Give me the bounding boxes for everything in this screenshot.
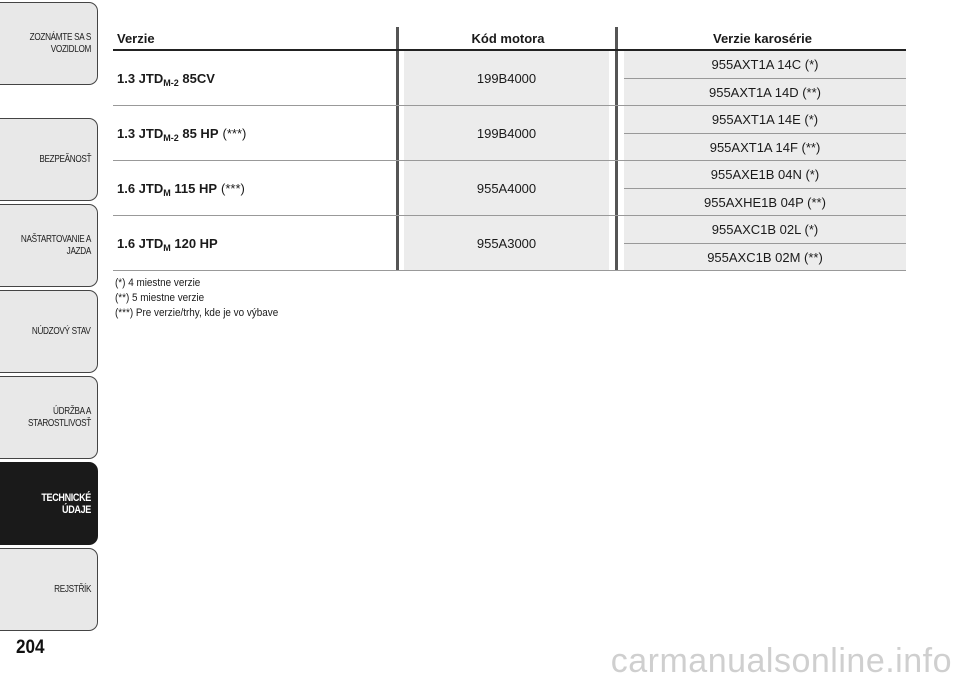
- tab-label: TECHNICKÉ ÚDAJE: [41, 491, 91, 516]
- body-version-cell: [621, 161, 906, 215]
- tab-label: REJSTŘÍK: [53, 583, 91, 595]
- footnote: (**) 5 miestne verzie: [115, 292, 205, 304]
- watermark: carmanualsonline.info: [610, 642, 952, 680]
- header-version: Verzie: [117, 31, 155, 46]
- tab-label: NAŠTARTOVANIE A JAZDA: [20, 233, 92, 257]
- header-engine-code: Kód motora: [471, 31, 545, 46]
- tab-nudzovy-stav[interactable]: [0, 290, 98, 373]
- version-cell: 1.3 $JTD_{M-2}$ 85CV: [117, 70, 215, 88]
- tab-udrzba[interactable]: [0, 376, 98, 459]
- version-cell: 1.6 $JTD_M$ 115 HP (***): [117, 180, 245, 198]
- body-version: 955AXT1A 14E (*): [624, 106, 906, 134]
- body-version: 955AXT1A 14C (*): [624, 51, 906, 79]
- version-cell: 1.6 $JTD_M$ 120 HP: [117, 235, 218, 253]
- tab-label: ZOZNÁMTE SA S VOZIDLOM: [29, 31, 91, 55]
- header-body-version: Verzie karosérie: [712, 31, 813, 46]
- table-row: [113, 216, 906, 271]
- engine-code-cell: 955A3000: [404, 216, 609, 270]
- table-header: [113, 27, 906, 51]
- engine-table: [113, 27, 906, 271]
- table-row: [113, 106, 906, 161]
- table-row: [113, 51, 906, 106]
- engine-code-cell: 955A4000: [404, 161, 609, 215]
- tab-label: ÚDRŽBA A STAROSTLIVOSŤ: [27, 405, 91, 429]
- body-version: 955AXC1B 02L (*): [624, 216, 906, 244]
- tab-bezpecnost[interactable]: [0, 118, 98, 201]
- footnotes: [115, 276, 296, 321]
- body-version: 955AXT1A 14D (**): [624, 79, 906, 105]
- body-version: 955AXT1A 14F (**): [624, 134, 906, 160]
- footnote: (*) 4 miestne verzie: [115, 277, 201, 289]
- body-version-cell: [621, 216, 906, 270]
- tab-label: BEZPEĂNOSŤ: [39, 153, 91, 165]
- body-version: 955AXE1B 04N (*): [624, 161, 906, 189]
- page-number: 204: [16, 637, 45, 658]
- body-version-cell: [621, 106, 906, 160]
- tab-nastartovanie[interactable]: [0, 204, 98, 287]
- body-version: 955AXC1B 02M (**): [624, 244, 906, 270]
- engine-code-cell: 199B4000: [404, 51, 609, 105]
- tab-rejstrik[interactable]: [0, 548, 98, 631]
- body-version-cell: [621, 51, 906, 105]
- sidebar-tabs: [0, 0, 100, 686]
- tab-zoznamte-sa[interactable]: [0, 2, 98, 85]
- engine-code-cell: 199B4000: [404, 106, 609, 160]
- tab-label: NÚDZOVÝ STAV: [32, 325, 91, 337]
- table-row: [113, 161, 906, 216]
- footnote: (***) Pre verzie/trhy, kde je vo výbave: [115, 307, 279, 319]
- body-version: 955AXHE1B 04P (**): [624, 189, 906, 215]
- tab-technicke-udaje[interactable]: [0, 462, 98, 545]
- version-cell: 1.3 $JTD_{M-2}$ 85 HP (***): [117, 125, 247, 143]
